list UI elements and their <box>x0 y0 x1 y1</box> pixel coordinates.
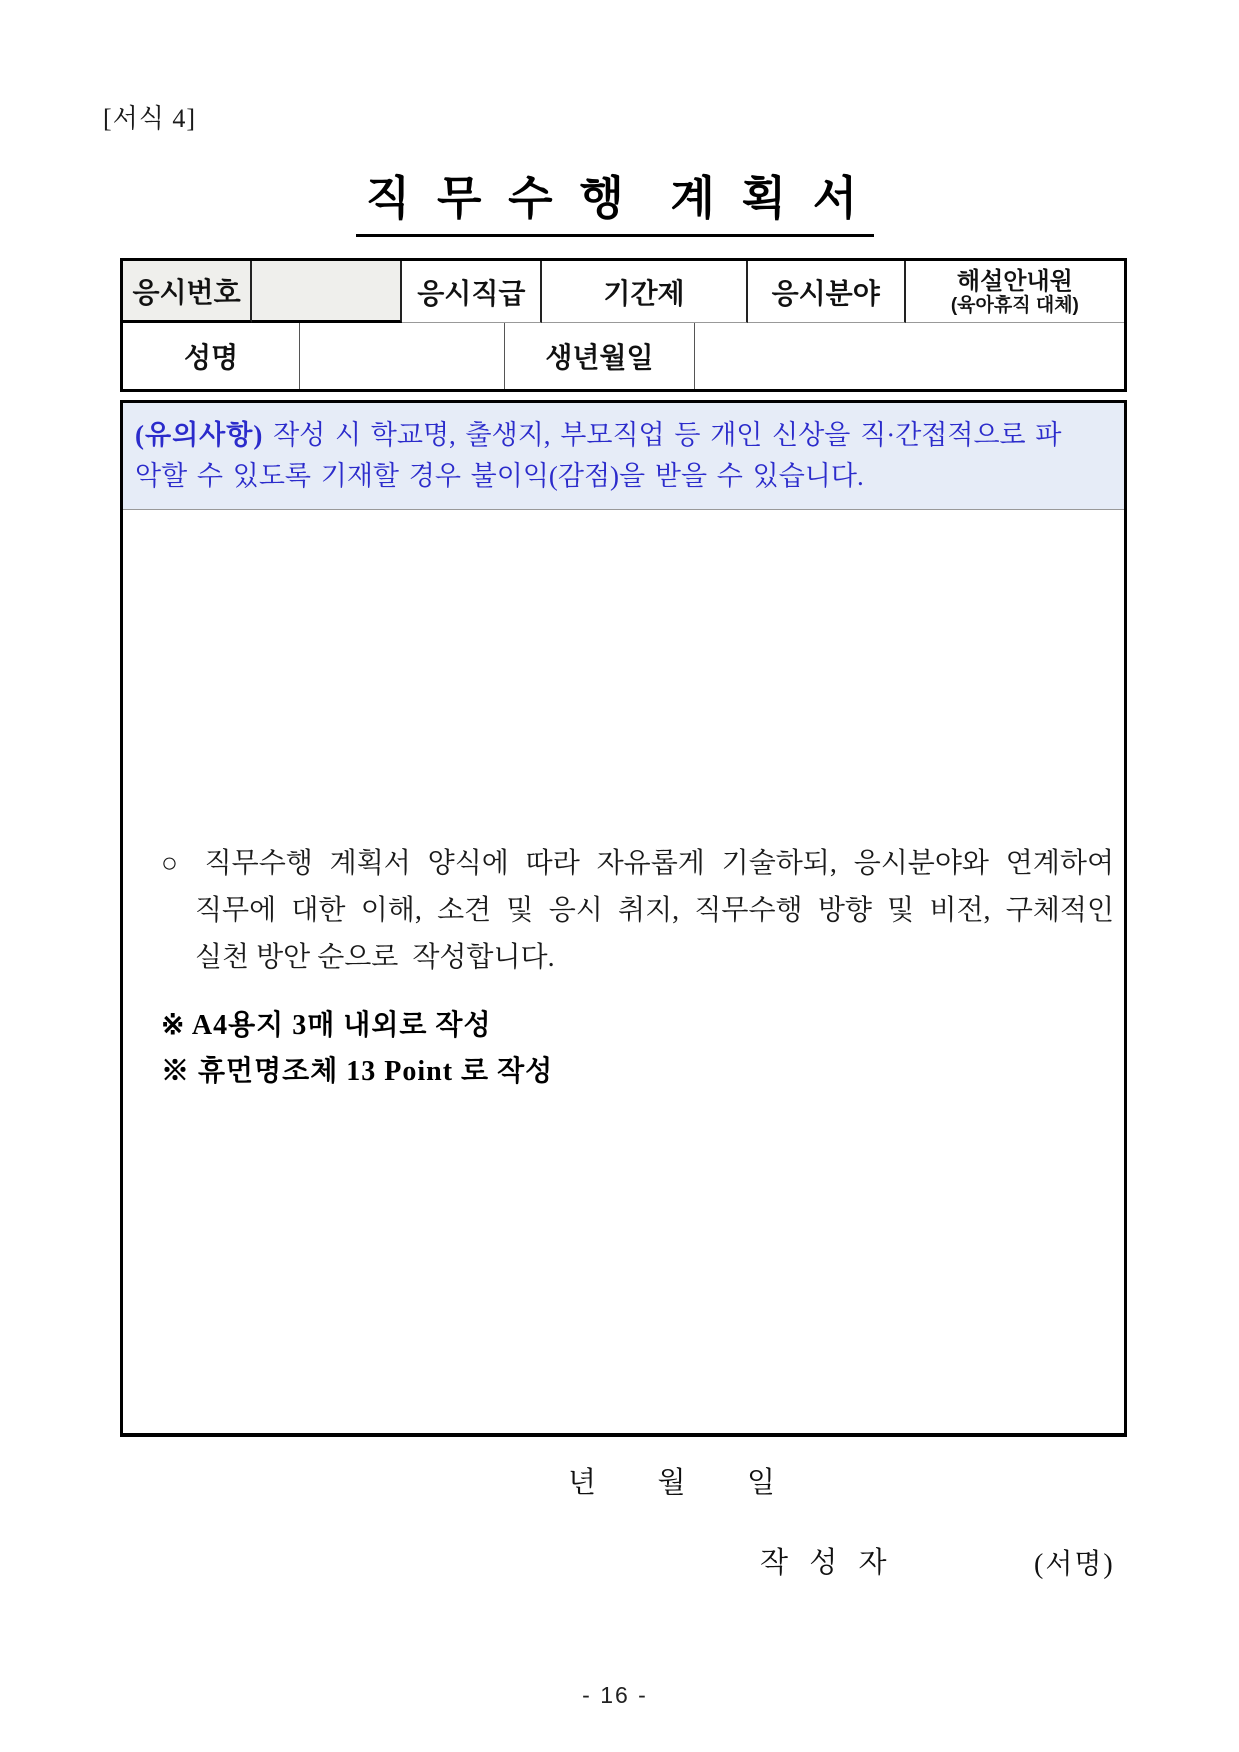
form-number-label: [서식 4] <box>103 104 197 133</box>
exam-grade-value-cell: 기간제 <box>542 261 747 323</box>
exam-field-value-cell <box>906 261 1124 323</box>
name-value-cell[interactable] <box>300 323 505 389</box>
instruction-line <box>161 840 1114 887</box>
applicant-info-table <box>120 258 1127 392</box>
notice-banner <box>123 403 1124 510</box>
notice-text-line2: 악할 수 있도록 기재할 경우 불이익(감점)을 받을 수 있습니다. <box>135 461 864 491</box>
birth-date-value-cell[interactable] <box>695 323 1124 389</box>
plan-writing-area[interactable] <box>123 840 1124 1095</box>
exam-field-value-line2: (육아휴직 대체) <box>950 294 1079 316</box>
note-font-spec: ※ 휴먼명조체 13 Point 로 작성 <box>161 1056 554 1087</box>
format-notes <box>161 1003 1114 1095</box>
page-number: - 16 - <box>582 1682 648 1708</box>
exam-field-value-line1: 해설안내원 <box>956 267 1073 295</box>
notice-heading: (유의사항) <box>135 420 264 450</box>
writer-label: 작 성 자 <box>760 1547 889 1579</box>
plan-content-box <box>120 400 1127 1437</box>
instruction-line-text: 직무수행 계획서 양식에 따라 자유롭게 기술하되, 응시분야와 연계하여 <box>204 848 1114 879</box>
table-row <box>123 323 1124 389</box>
title-container <box>103 162 1127 237</box>
exam-field-header-cell: 응시분야 <box>748 261 906 323</box>
bullet-marker: ○ <box>161 848 188 879</box>
table-row <box>123 261 1124 323</box>
instruction-line: 실천 방안 순으로 작성합니다. <box>195 942 555 973</box>
note-paper-size: ※ A4용지 3매 내외로 작성 <box>161 1010 492 1041</box>
page-title: 직 무 수 행 계 획 서 <box>356 162 875 237</box>
exam-number-value-cell[interactable] <box>252 261 402 323</box>
instruction-paragraph <box>161 840 1114 981</box>
exam-number-header-cell: 응시번호 <box>123 261 252 323</box>
name-header-cell: 성명 <box>123 323 300 389</box>
birth-date-header-cell: 생년월일 <box>505 323 694 389</box>
signature-label: (서명) <box>1034 1549 1115 1580</box>
notice-text-line1: 작성 시 학교명, 출생지, 부모직업 등 개인 신상을 직·간접적으로 파 <box>273 420 1062 450</box>
instruction-line: 직무에 대한 이해, 소견 및 응시 취지, 직무수행 방향 및 비전, 구체적인 <box>195 895 1114 926</box>
exam-grade-header-cell: 응시직급 <box>402 261 542 323</box>
date-line: 년 월 일 <box>568 1467 776 1499</box>
